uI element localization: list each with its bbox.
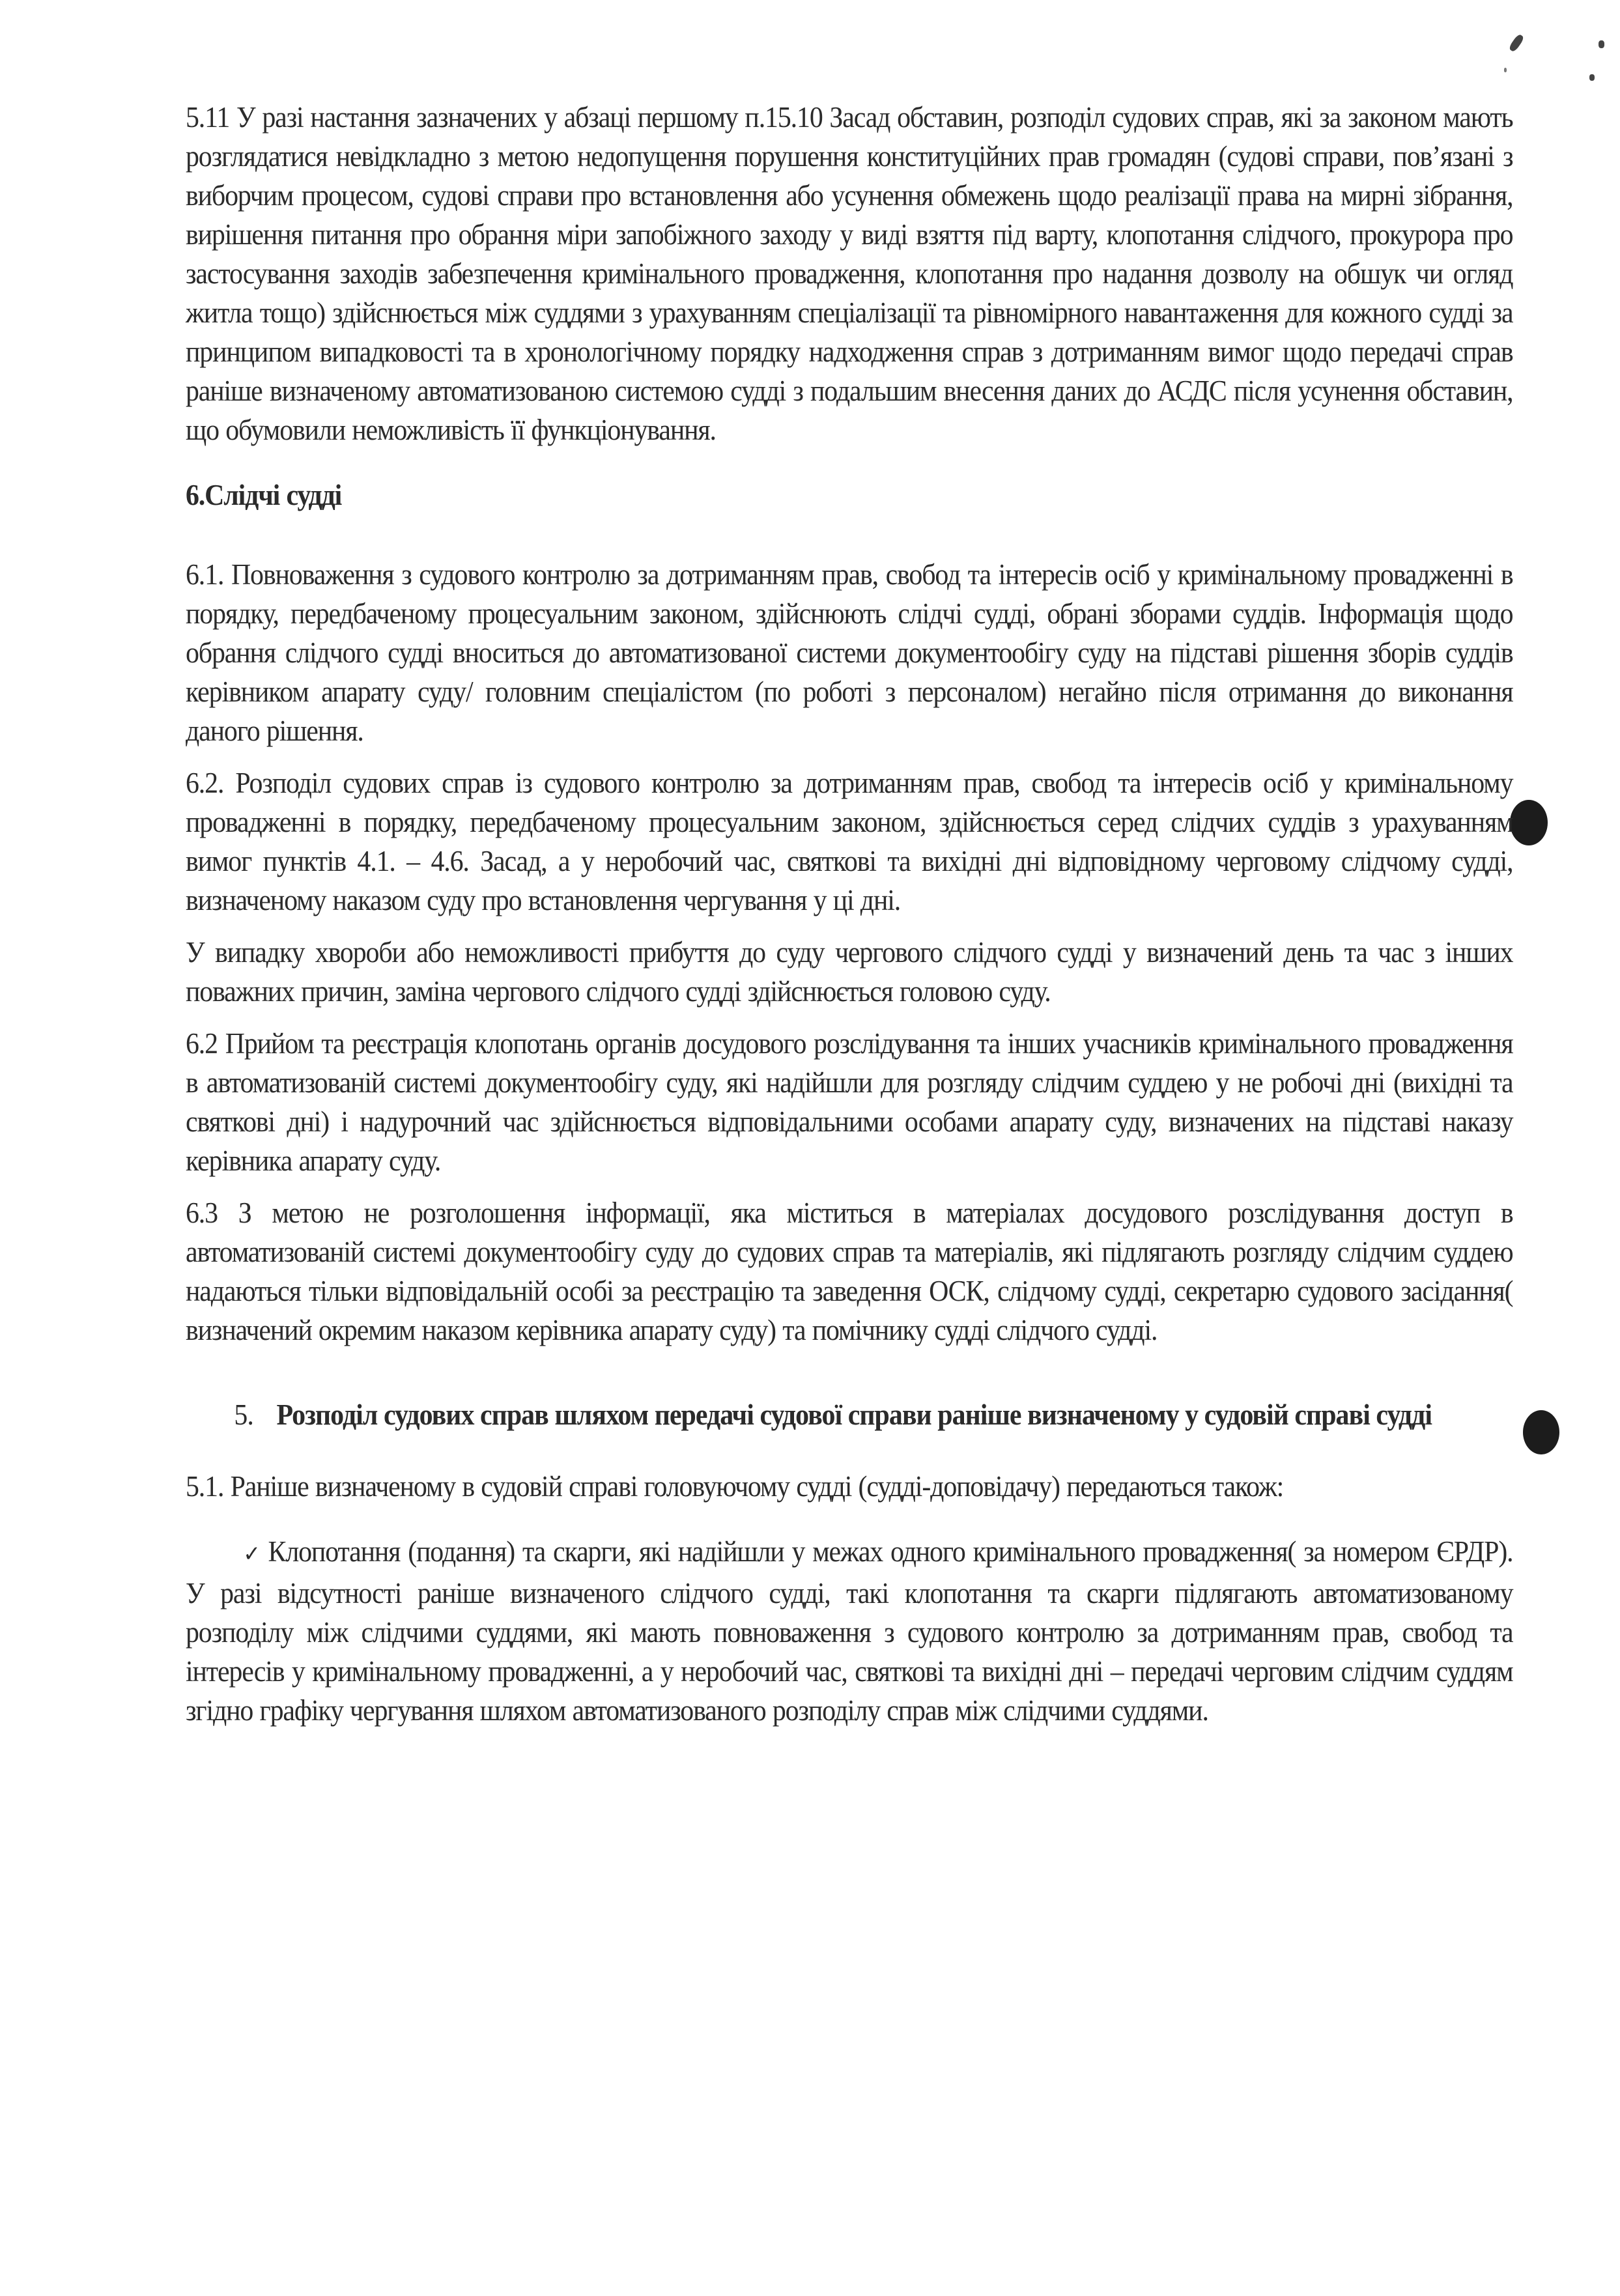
scan-artifact-dot <box>1599 40 1604 48</box>
paragraph-6-3: 6.3 З метою не розголошення інформації, яка міститься в матеріалах досудового розслідування доступ в автоматизованій системі документообігу суду до судових справ та матеріалів, які підлягають розгляду слідчим суддею надаються тільки відповідальній особі за реєстрацію та заведення ОСК, слідчому судді, секретарю судового засідання( визначений окремим наказом керівника апарату суду) та помічнику судді слідчого судді. <box>186 1197 1513 1346</box>
paragraph-6-2-replacement: У випадку хвороби або неможливості прибуття до суду чергового слідчого судді у визначений день та час з інших поважних причин, заміна чергового слідчого судді здійснюється головою суду. <box>186 936 1513 1008</box>
section-heading-5-number: 5. <box>234 1398 253 1431</box>
bullet-item-text: Клопотання (подання) та скарги, які надійшли у межах одного кримінального провадження( за номером ЄРДР). У разі відсутності раніше визначеного слідчого судді, такі клопотання та скарги підлягають автоматизованому розподілу між слідчими суддями, які мають повноваження з судового контролю за дотриманням прав, свобод та інтересів у кримінальному провадженні, а у неробочий час, святкові та вихідні дні – передачі черговим слідчим суддям згідно графіку чергування шляхом автоматизованого розподілу справ між слідчими суддями. <box>186 1535 1513 1727</box>
punch-hole <box>1510 800 1548 845</box>
document-body <box>186 98 1513 1730</box>
punch-hole <box>1523 1410 1559 1454</box>
paragraph-6-1: 6.1. Повноваження з судового контролю за дотриманням прав, свобод та інтересів осіб у кримінальному провадженні в порядку, передбаченому процесуальним законом, здійснюють слідчі судді, обрані зборами суддів. Інформація щодо обрання слідчого судді вноситься до автоматизованої системи документообігу суду на підставі рішення зборів суддів керівником апарату суду/ головним спеціалістом (по роботі з персоналом) негайно після отримання до виконання даного рішення. <box>186 558 1513 747</box>
section-heading-5-text: Розподіл судових справ шляхом передачі судової справи раніше визначеному у судовій справі судді <box>276 1398 1432 1431</box>
scan-artifact-dot <box>1589 74 1595 81</box>
scan-artifact-mark <box>1508 33 1525 53</box>
checkmark-icon: ✓ <box>243 1541 261 1567</box>
paragraph-5-1: 5.1. Раніше визначеному в судовій справі головуючому судді (судді-доповідачу) передаються також: <box>186 1470 1284 1503</box>
section-heading-6: 6.Слідчі судді <box>186 479 342 511</box>
section-heading-5 <box>186 1395 1513 1434</box>
paragraph-5-11: 5.11 У разі настання зазначених у абзаці першому п.15.10 Засад обставин, розподіл судових справ, які за законом мають розглядатися невідкладно з метою недопущення порушення конституційних прав громадян (судові справи, пов’язані з виборчим процесом, судові справи про встановлення або усунення обмежень щодо реалізації права на мирні зібрання, вирішення питання про обрання міри запобіжного заходу у виді взяття під варту, клопотання слідчого, прокурора про застосування заходів забезпечення кримінального провадження, клопотання про надання дозволу на обшук чи огляд житла тощо) здійснюється між суддями з урахуванням спеціалізації та рівномірного навантаження для кожного судді за принципом випадковості та в хронологічному порядку надходження справ з дотриманням вимог щодо передачі справ раніше визначеному автоматизованою системою судді з подальшим внесення даних до АСДС після усунення обставин, що обумовили неможливість її функціонування. <box>186 101 1513 446</box>
paragraph-6-2-reception: 6.2 Прийом та реєстрація клопотань органів досудового розслідування та інших учасників кримінального провадження в автоматизованій системі документообігу суду, які надійшли для розгляду слідчим суддею у не робочі дні (вихідні та святкові дні) і надурочний час здійснюється відповідальними особами апарату суду, визначених на підставі наказу керівника апарату суду. <box>186 1027 1513 1177</box>
paragraph-6-2: 6.2. Розподіл судових справ із судового контролю за дотриманням прав, свобод та інтересів осіб у кримінальному провадженні в порядку, передбаченому процесуальним законом, здійснюється серед слідчих суддів з урахуванням вимог пунктів 4.1. – 4.6. Засад, а у неробочий час, святкові та вихідні дні відповідному черговому слідчому судді, визначеному наказом суду про встановлення чергування у ці дні. <box>186 767 1513 916</box>
scan-artifact-dot <box>1504 68 1507 72</box>
bullet-item <box>186 1532 1513 1730</box>
